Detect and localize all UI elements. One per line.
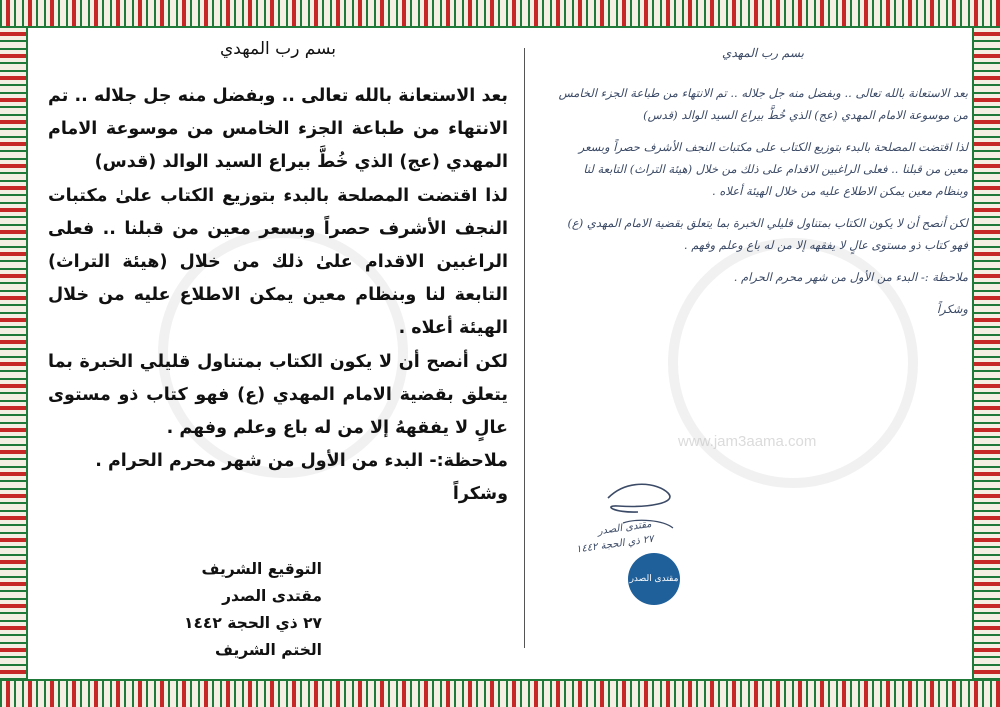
- typed-heading: بسم رب المهدي: [219, 39, 337, 59]
- handwritten-heading: بسم رب المهدي: [722, 46, 804, 60]
- typed-closing: وشكراً: [452, 484, 508, 505]
- typed-paragraph: بعد الاستعانة بالله تعالى .. وبفضل منه جل جلاله .. تم الانتهاء من طباعة الجزء الخامس من موسوعة الامام المهدي (عج) الذي خُطَّ بيراع السيد الوالد (قدس): [48, 86, 508, 173]
- handwritten-letter: [558, 28, 968, 330]
- handwritten-paragraph: لذا اقتضت المصلحة بالبدء بتوزيع الكتاب على مكتبات النجف الأشرف حصراً وبسعر معين من قبلنا .. فعلى الراغبين الاقدام على ذلك من خلال (هيئة التراث) التابعة لنا وبنظام معين يمكن الاطلاع عليه من خلال الهيئة أعلاه .: [578, 140, 968, 198]
- decorative-border-right: [972, 26, 1000, 681]
- seal-label: الختم الشريف: [214, 641, 322, 659]
- typed-note: ملاحظة:- البدء من الأول من شهر محرم الحرام .: [95, 451, 508, 472]
- handwritten-signature-name: مقتدى الصدر: [597, 518, 653, 538]
- handwritten-note: ملاحظة :- البدء من الأول من شهر محرم الحرام .: [733, 270, 968, 284]
- decorative-border-bottom: [0, 679, 1000, 707]
- typed-letter: [48, 28, 508, 512]
- signature-date: ٢٧ ذي الحجة ١٤٤٢: [184, 614, 322, 632]
- handwritten-date-text: ٢٧ ذي الحجة ١٤٤٢: [575, 533, 655, 556]
- handwritten-closing: وشكراً: [936, 302, 968, 316]
- typed-paragraph: لذا اقتضت المصلحة بالبدء بتوزيع الكتاب علىٰ مكتبات النجف الأشرف حصراً وبسعر معين من قبلنا .. فعلى الراغبين الاقدام علىٰ ذلك من خلال (هيئة التراث) التابعة لنا وبنظام معين يمكن الاطلاع عليه من خلال الهيئة أعلاه .: [48, 185, 508, 339]
- decorative-border-top: [0, 0, 1000, 28]
- watermark-url: www.jam3aama.com: [678, 433, 817, 450]
- document-page: [28, 28, 972, 679]
- signature-label: التوقيع الشريف: [201, 560, 322, 578]
- handwritten-paragraph: بعد الاستعانة بالله تعالى .. وبفضل منه جل جلاله .. تم الانتهاء من طباعة الجزء الخامس من موسوعة الامام المهدي (عج) الذي خُطَّ بيراع السيد الوالد (قدس): [558, 86, 968, 122]
- signatory-name: مقتدى الصدر: [222, 587, 322, 605]
- decorative-border-left: [0, 26, 28, 681]
- official-stamp: مقتدى الصدر: [628, 553, 680, 605]
- typed-paragraph: لكن أنصح أن لا يكون الكتاب بمتناول قليلي الخبرة بما يتعلق بقضية الامام المهدي (ع) فهو كتاب ذو مستوى عالٍ لا يفقههُ إلا من له باع وعلم وفهم .: [48, 351, 508, 439]
- column-divider: [524, 48, 525, 648]
- handwritten-paragraph: لكن أنصح أن لا يكون الكتاب بمتناول قليلي الخبرة بما يتعلق بقضية الامام المهدي (ع) فهو كتاب ذو مستوى عالٍ لا يفقهه إلا من له باع وعلم وفهم .: [567, 216, 968, 252]
- typed-signature-block: [162, 556, 322, 664]
